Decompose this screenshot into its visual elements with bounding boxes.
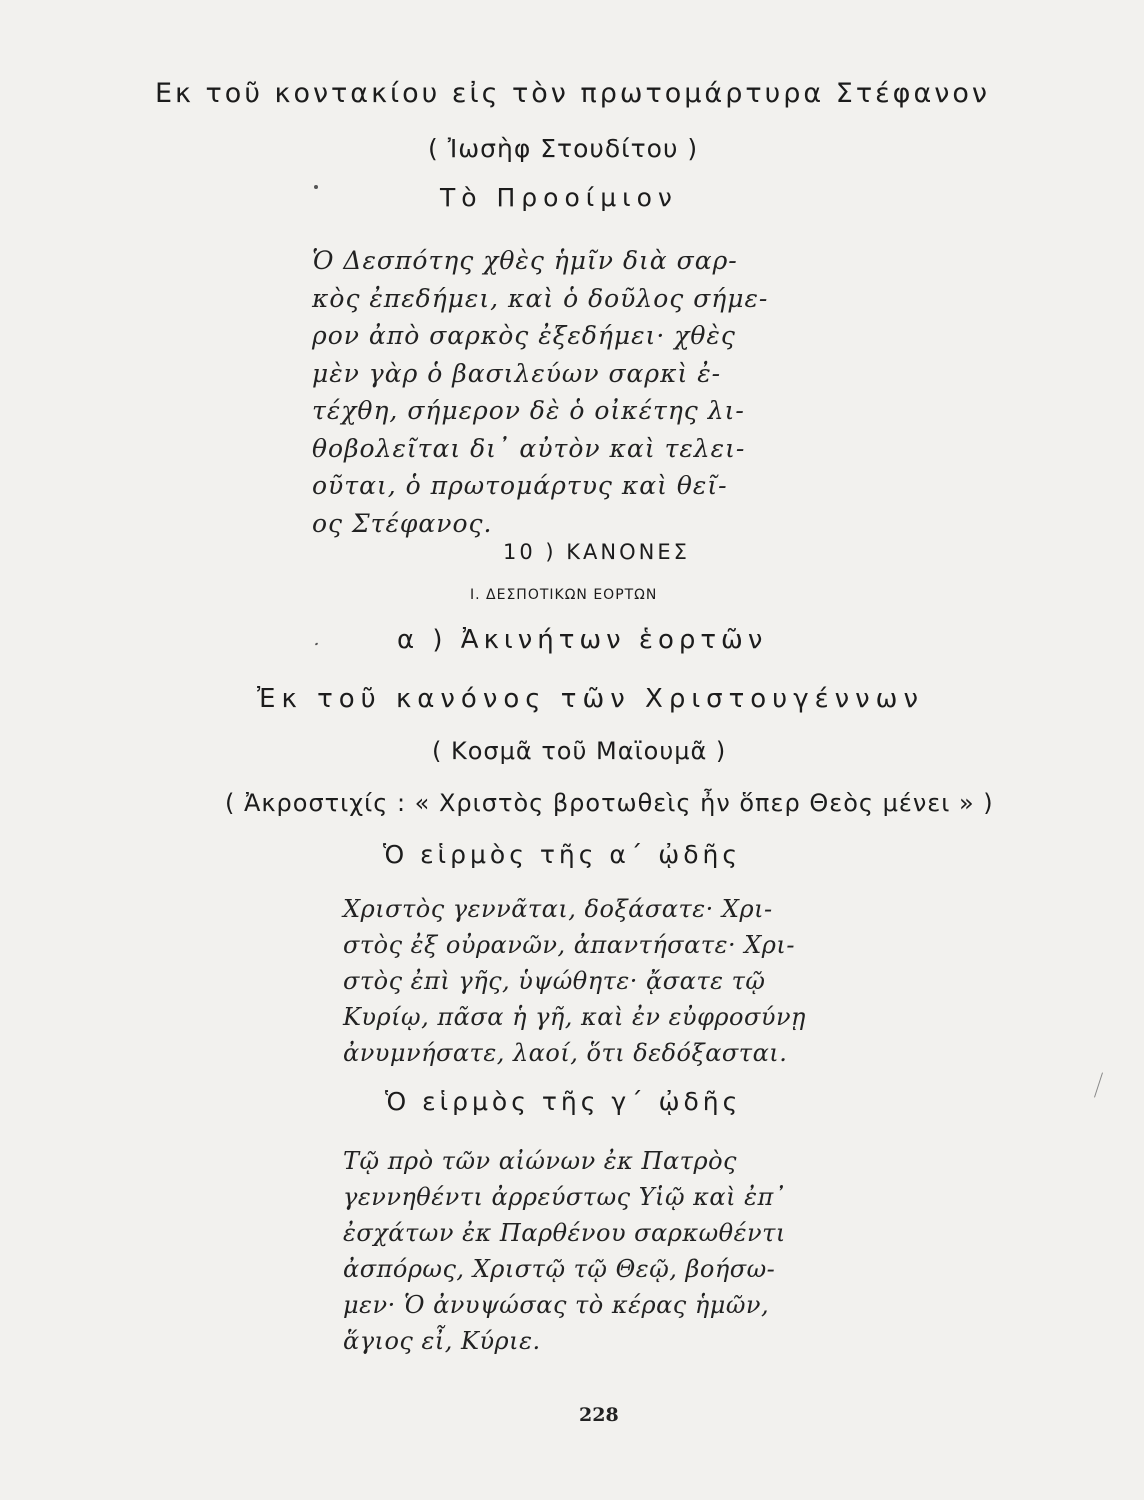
scan-speck xyxy=(314,185,318,189)
ode3-heading: Ὁ εἱρμὸς τῆς γ΄ ᾠδῆς xyxy=(385,1087,742,1116)
text-line: ἀσπόρως, Χριστῷ τῷ Θεῷ, βοήσω- xyxy=(343,1255,776,1283)
text-line: Κυρίῳ, πᾶσα ἡ γῆ, καὶ ἐν εὐφροσύνῃ xyxy=(343,1003,806,1031)
kontakion-title: Εκ τοῦ κοντακίου εἰς τὸν πρωτομάρτυρα Στέφανον xyxy=(155,78,990,109)
ode1-text xyxy=(343,891,806,1071)
text-line: ἀνυμνήσατε, λαοί, ὅτι δεδόξασται. xyxy=(343,1039,788,1067)
acrostic-line: ( Ἀκροστιχίς : « Χριστὸς βροτωθεὶς ἦν ὅπερ Θεὸς μένει » ) xyxy=(225,789,994,817)
category-heading: α ) Ἀκινήτων ἑορτῶν xyxy=(397,625,768,655)
text-line: Χριστὸς γεννᾶται, δοξάσατε· Χρι- xyxy=(343,895,773,923)
text-line: γεννηθέντι ἀρρεύστως Υἱῷ καὶ ἐπ᾽ xyxy=(343,1183,787,1211)
text-line: ρον ἀπὸ σαρκὸς ἐξεδήμει· χθὲς xyxy=(312,321,736,350)
prooimion-text xyxy=(312,242,768,542)
text-line: Τῷ πρὸ τῶν αἰώνων ἐκ Πατρὸς xyxy=(343,1147,737,1175)
text-line: μὲν γὰρ ὁ βασιλεύων σαρκὶ ἐ- xyxy=(312,358,722,388)
section-heading: 10 ) ΚΑΝΟΝΕΣ xyxy=(503,540,690,564)
text-line: ἅγιος εἶ, Κύριε. xyxy=(343,1327,541,1355)
text-line: θοβολεῖται δι᾽ αὐτὸν καὶ τελει- xyxy=(312,433,746,463)
scan-speck xyxy=(315,642,319,645)
text-line: Ὁ Δεσπότης χθὲς ἡμῖν διὰ σαρ- xyxy=(312,246,738,275)
text-line: στὸς ἐπὶ γῆς, ὑψώθητε· ᾄσατε τῷ xyxy=(343,967,766,995)
prooimion-heading: Τὸ Προοίμιον xyxy=(440,183,678,212)
text-line: στὸς ἐξ οὐρανῶν, ἀπαντήσατε· Χρι- xyxy=(343,931,795,959)
canon-author: ( Κοσμᾶ τοῦ Μαϊουμᾶ ) xyxy=(432,737,727,765)
subsection-heading: Ι. ΔΕΣΠΟΤΙΚΩΝ ΕΟΡΤΩΝ xyxy=(470,587,658,603)
canon-title: Ἐκ τοῦ κανόνος τῶν Χριστουγέννων xyxy=(257,684,924,714)
ode1-heading: Ὁ εἱρμὸς τῆς α΄ ᾠδῆς xyxy=(383,840,742,869)
page-number: 228 xyxy=(579,1404,619,1426)
kontakion-author: ( Ἰωσὴφ Στουδίτου ) xyxy=(428,134,699,163)
text-line: τέχθη, σήμερον δὲ ὁ οἰκέτης λι- xyxy=(312,396,745,425)
scan-mark xyxy=(1094,1072,1103,1097)
text-line: οῦται, ὁ πρωτομάρτυς καὶ θεῖ- xyxy=(312,471,728,500)
text-line: ος Στέφανος. xyxy=(312,508,493,538)
text-line: ἐσχάτων ἐκ Παρθένου σαρκωθέντι xyxy=(343,1219,786,1247)
text-line: κὸς ἐπεδήμει, καὶ ὁ δοῦλος σήμε- xyxy=(312,283,769,313)
ode3-text xyxy=(343,1143,786,1359)
text-line: μεν· Ὁ ἀνυψώσας τὸ κέρας ἡμῶν, xyxy=(343,1291,770,1319)
